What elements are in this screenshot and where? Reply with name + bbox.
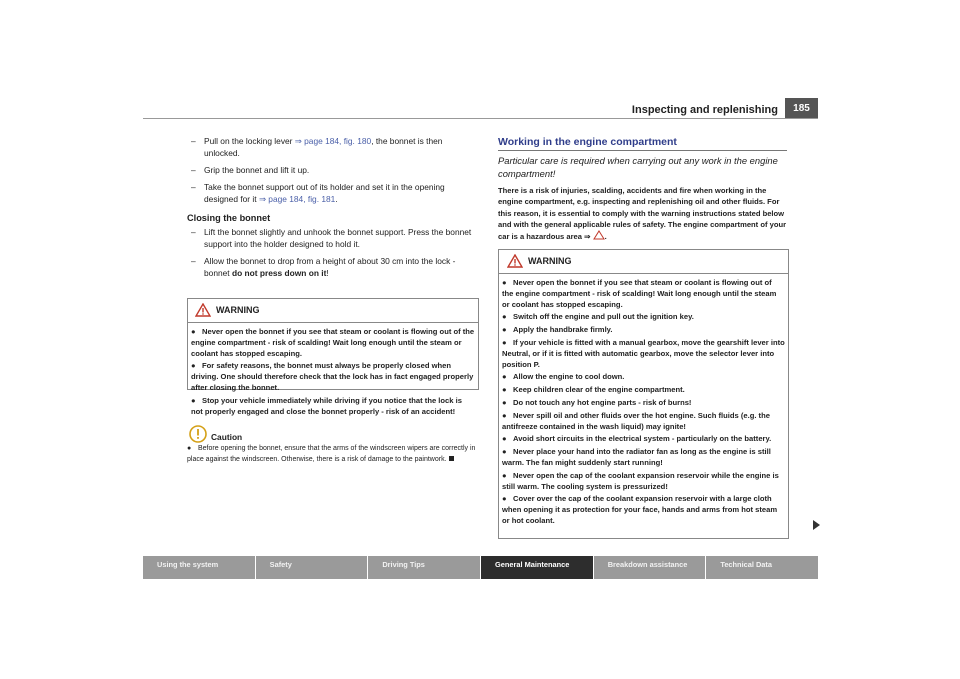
step-text: ! xyxy=(326,268,329,278)
page-reference-link[interactable]: ⇒ page 184, fig. 180 xyxy=(294,136,372,146)
caution-label: Caution xyxy=(211,432,243,442)
warning-item-text: Keep children clear of the engine compartment. xyxy=(513,385,685,395)
instruction-step xyxy=(187,164,477,176)
tab-safety[interactable]: Safety xyxy=(256,556,368,579)
bullet-icon: ● xyxy=(502,278,507,287)
warning-item xyxy=(502,278,785,310)
step-text: Take the bonnet support out of its holder and set it in the opening designed for it xyxy=(204,182,445,204)
warning-item-text: For safety reasons, the bonnet must always be properly closed when driving. One should therefore check that the lock has in fact engaged properly after closing the bonnet. xyxy=(191,361,474,392)
warning-item-text: Stop your vehicle immediately while driving if you notice that the lock is not properly engaged and close the bonnet properly - risk of an accident! xyxy=(191,395,462,416)
step-dash: – xyxy=(191,165,196,175)
bullet-icon: ● xyxy=(191,395,196,405)
warning-item-text: Allow the engine to cool down. xyxy=(513,372,625,382)
section-body-text: There is a risk of injuries, scalding, accidents and fire when working in the engine compartment, e.g. inspecting and replenishing oil and other fluids. For this reason, it is essential to comply with the warning instructions stated below and with the general applicable rules of safety. The engine compartment of your car is a hazardous area ⇒ xyxy=(498,186,787,242)
bullet-icon: ● xyxy=(502,397,507,407)
bullet-icon: ● xyxy=(502,337,507,347)
warning-label: WARNING xyxy=(528,256,572,266)
bullet-icon: ● xyxy=(502,470,507,480)
step-text: Grip the bonnet and lift it up. xyxy=(204,165,310,175)
warning-item-text: Never open the bonnet if you see that steam or coolant is flowing out of the engine compartment - risk of scalding! Wait long enough until the steam or coolant has stopped escaping. xyxy=(191,327,475,358)
warning-header xyxy=(188,299,478,323)
next-page-arrow-icon[interactable] xyxy=(813,520,820,530)
bullet-icon: ● xyxy=(191,327,196,336)
warning-item xyxy=(502,338,785,370)
warning-reference-icon xyxy=(593,230,605,240)
tab-technical-data[interactable]: Technical Data xyxy=(706,556,818,579)
instruction-step xyxy=(187,135,477,159)
section-intro: Particular care is required when carrying out any work in the engine compartment! xyxy=(498,155,778,179)
caution-icon xyxy=(189,425,207,443)
tab-driving-tips[interactable]: Driving Tips xyxy=(368,556,480,579)
warning-item-text: Do not touch any hot engine parts - risk of burns! xyxy=(513,397,692,407)
warning-header xyxy=(499,250,788,274)
header-rule xyxy=(143,118,818,119)
caution-text: ● Before opening the bonnet, ensure that the arms of the windscreen wipers are correctly in place against the windscreen. Otherwise, there is a risk of damage to the paintwork. xyxy=(187,445,476,463)
bullet-icon: ● xyxy=(502,447,507,457)
tab-using-the-system[interactable]: Using the system xyxy=(143,556,255,579)
warning-items xyxy=(499,274,788,532)
bullet-icon: ● xyxy=(502,434,507,444)
page-header-title: Inspecting and replenishing xyxy=(631,104,778,116)
section-rule xyxy=(498,150,787,151)
warning-item-text: Never open the bonnet if you see that steam or coolant is flowing out of the engine compartment - risk of scalding! Wait long enough until the steam or coolant has stopped escaping. xyxy=(502,278,777,309)
step-text: do not press down on it xyxy=(231,268,327,278)
section-body: There is a risk of injuries, scalding, accidents and fire when working in the engine compartment, e.g. inspecting and replenishing oil and other fluids. For this reason, it is essential to comply with the warning instructions stated below and with the general applicable rules of safety. The engine compartment of your car is a hazardous area ⇒ . xyxy=(498,186,787,242)
tab-general-maintenance[interactable]: General Maintenance xyxy=(481,556,593,579)
warning-item xyxy=(502,411,785,433)
step-dash: – xyxy=(191,182,196,192)
bullet-icon: ● xyxy=(502,410,507,420)
bullet-icon: ● xyxy=(191,361,196,371)
step-text: , the bonnet is then unlocked. xyxy=(204,136,443,158)
warning-items xyxy=(188,323,478,422)
step-text: Allow the bonnet to drop from a height of about 30 cm into the lock - bonnet xyxy=(204,256,456,278)
warning-item xyxy=(502,447,785,469)
page-number: 185 xyxy=(785,98,818,119)
step-text: . xyxy=(335,194,338,204)
instruction-step xyxy=(187,226,477,250)
step-text: Lift the bonnet slightly and unhook the bonnet support. Press the bonnet support into the holder designed to hold it. xyxy=(204,227,472,249)
step-dash: – xyxy=(191,256,196,266)
end-of-section-icon xyxy=(449,456,454,461)
closing-steps xyxy=(187,226,477,279)
warning-item xyxy=(502,398,785,409)
warning-box-engine xyxy=(498,249,789,539)
opening-steps xyxy=(187,135,477,205)
warning-item xyxy=(502,312,785,323)
instruction-step xyxy=(187,255,477,279)
warning-item-text: Apply the handbrake firmly. xyxy=(513,325,613,335)
warning-item xyxy=(502,471,785,493)
bullet-icon: ● xyxy=(502,372,507,382)
page-reference-link[interactable]: ⇒ page 184, fig. 181 xyxy=(258,194,336,204)
warning-item-text: If your vehicle is fitted with a manual gearbox, move the gearshift lever into Neutral, or if it is fitted with automatic gearbox, move the selector lever into position P. xyxy=(502,337,785,369)
bullet-icon: ● xyxy=(502,385,507,395)
warning-item-text: Never open the cap of the coolant expansion reservoir while the engine is still warm. The cooling system is pressurized! xyxy=(502,470,779,491)
warning-item-text: Cover over the cap of the coolant expansion reservoir with a large cloth when opening it as protection for your face, hands and arms from hot steam or hot coolant. xyxy=(502,494,778,525)
left-column xyxy=(187,135,477,284)
warning-triangle-icon xyxy=(507,254,523,268)
warning-item-text: Never spill oil and other fluids over the hot engine. Such fluids (e.g. the antifreeze contained in the wash liquid) may ignite! xyxy=(502,410,770,431)
instruction-step xyxy=(187,181,477,205)
bullet-icon: ● xyxy=(502,494,507,504)
warning-triangle-icon xyxy=(195,303,211,317)
warning-item-text: Switch off the engine and pull out the ignition key. xyxy=(513,312,694,322)
section-title: Working in the engine compartment xyxy=(498,136,677,148)
bullet-icon: ● xyxy=(502,325,507,335)
warning-item xyxy=(502,494,785,526)
warning-item-text: Never place your hand into the radiator fan as long as the engine is still warm. The fan might suddenly start running! xyxy=(502,447,771,467)
step-dash: – xyxy=(191,227,196,237)
step-text: Pull on the locking lever xyxy=(204,136,295,146)
warning-item xyxy=(502,385,785,396)
closing-heading: Closing the bonnet xyxy=(187,213,271,223)
warning-box-bonnet xyxy=(187,298,479,416)
tab-breakdown-assistance[interactable]: Breakdown assistance xyxy=(594,556,706,579)
warning-item xyxy=(502,372,785,383)
chapter-tabs xyxy=(143,556,818,579)
warning-item xyxy=(191,396,475,418)
bullet-icon: ● xyxy=(502,312,507,322)
step-dash: – xyxy=(191,136,196,146)
warning-item xyxy=(191,361,475,393)
warning-item xyxy=(502,325,785,336)
caution-text-content: Before opening the bonnet, ensure that the arms of the windscreen wipers are correctly in place against the windscreen. Otherwise, there is a risk of damage to the paintwork. xyxy=(187,445,476,463)
warning-item xyxy=(191,327,475,359)
warning-label: WARNING xyxy=(216,305,260,315)
warning-item xyxy=(502,434,785,445)
warning-item-text: Avoid short circuits in the electrical system - particularly on the battery. xyxy=(513,434,772,444)
